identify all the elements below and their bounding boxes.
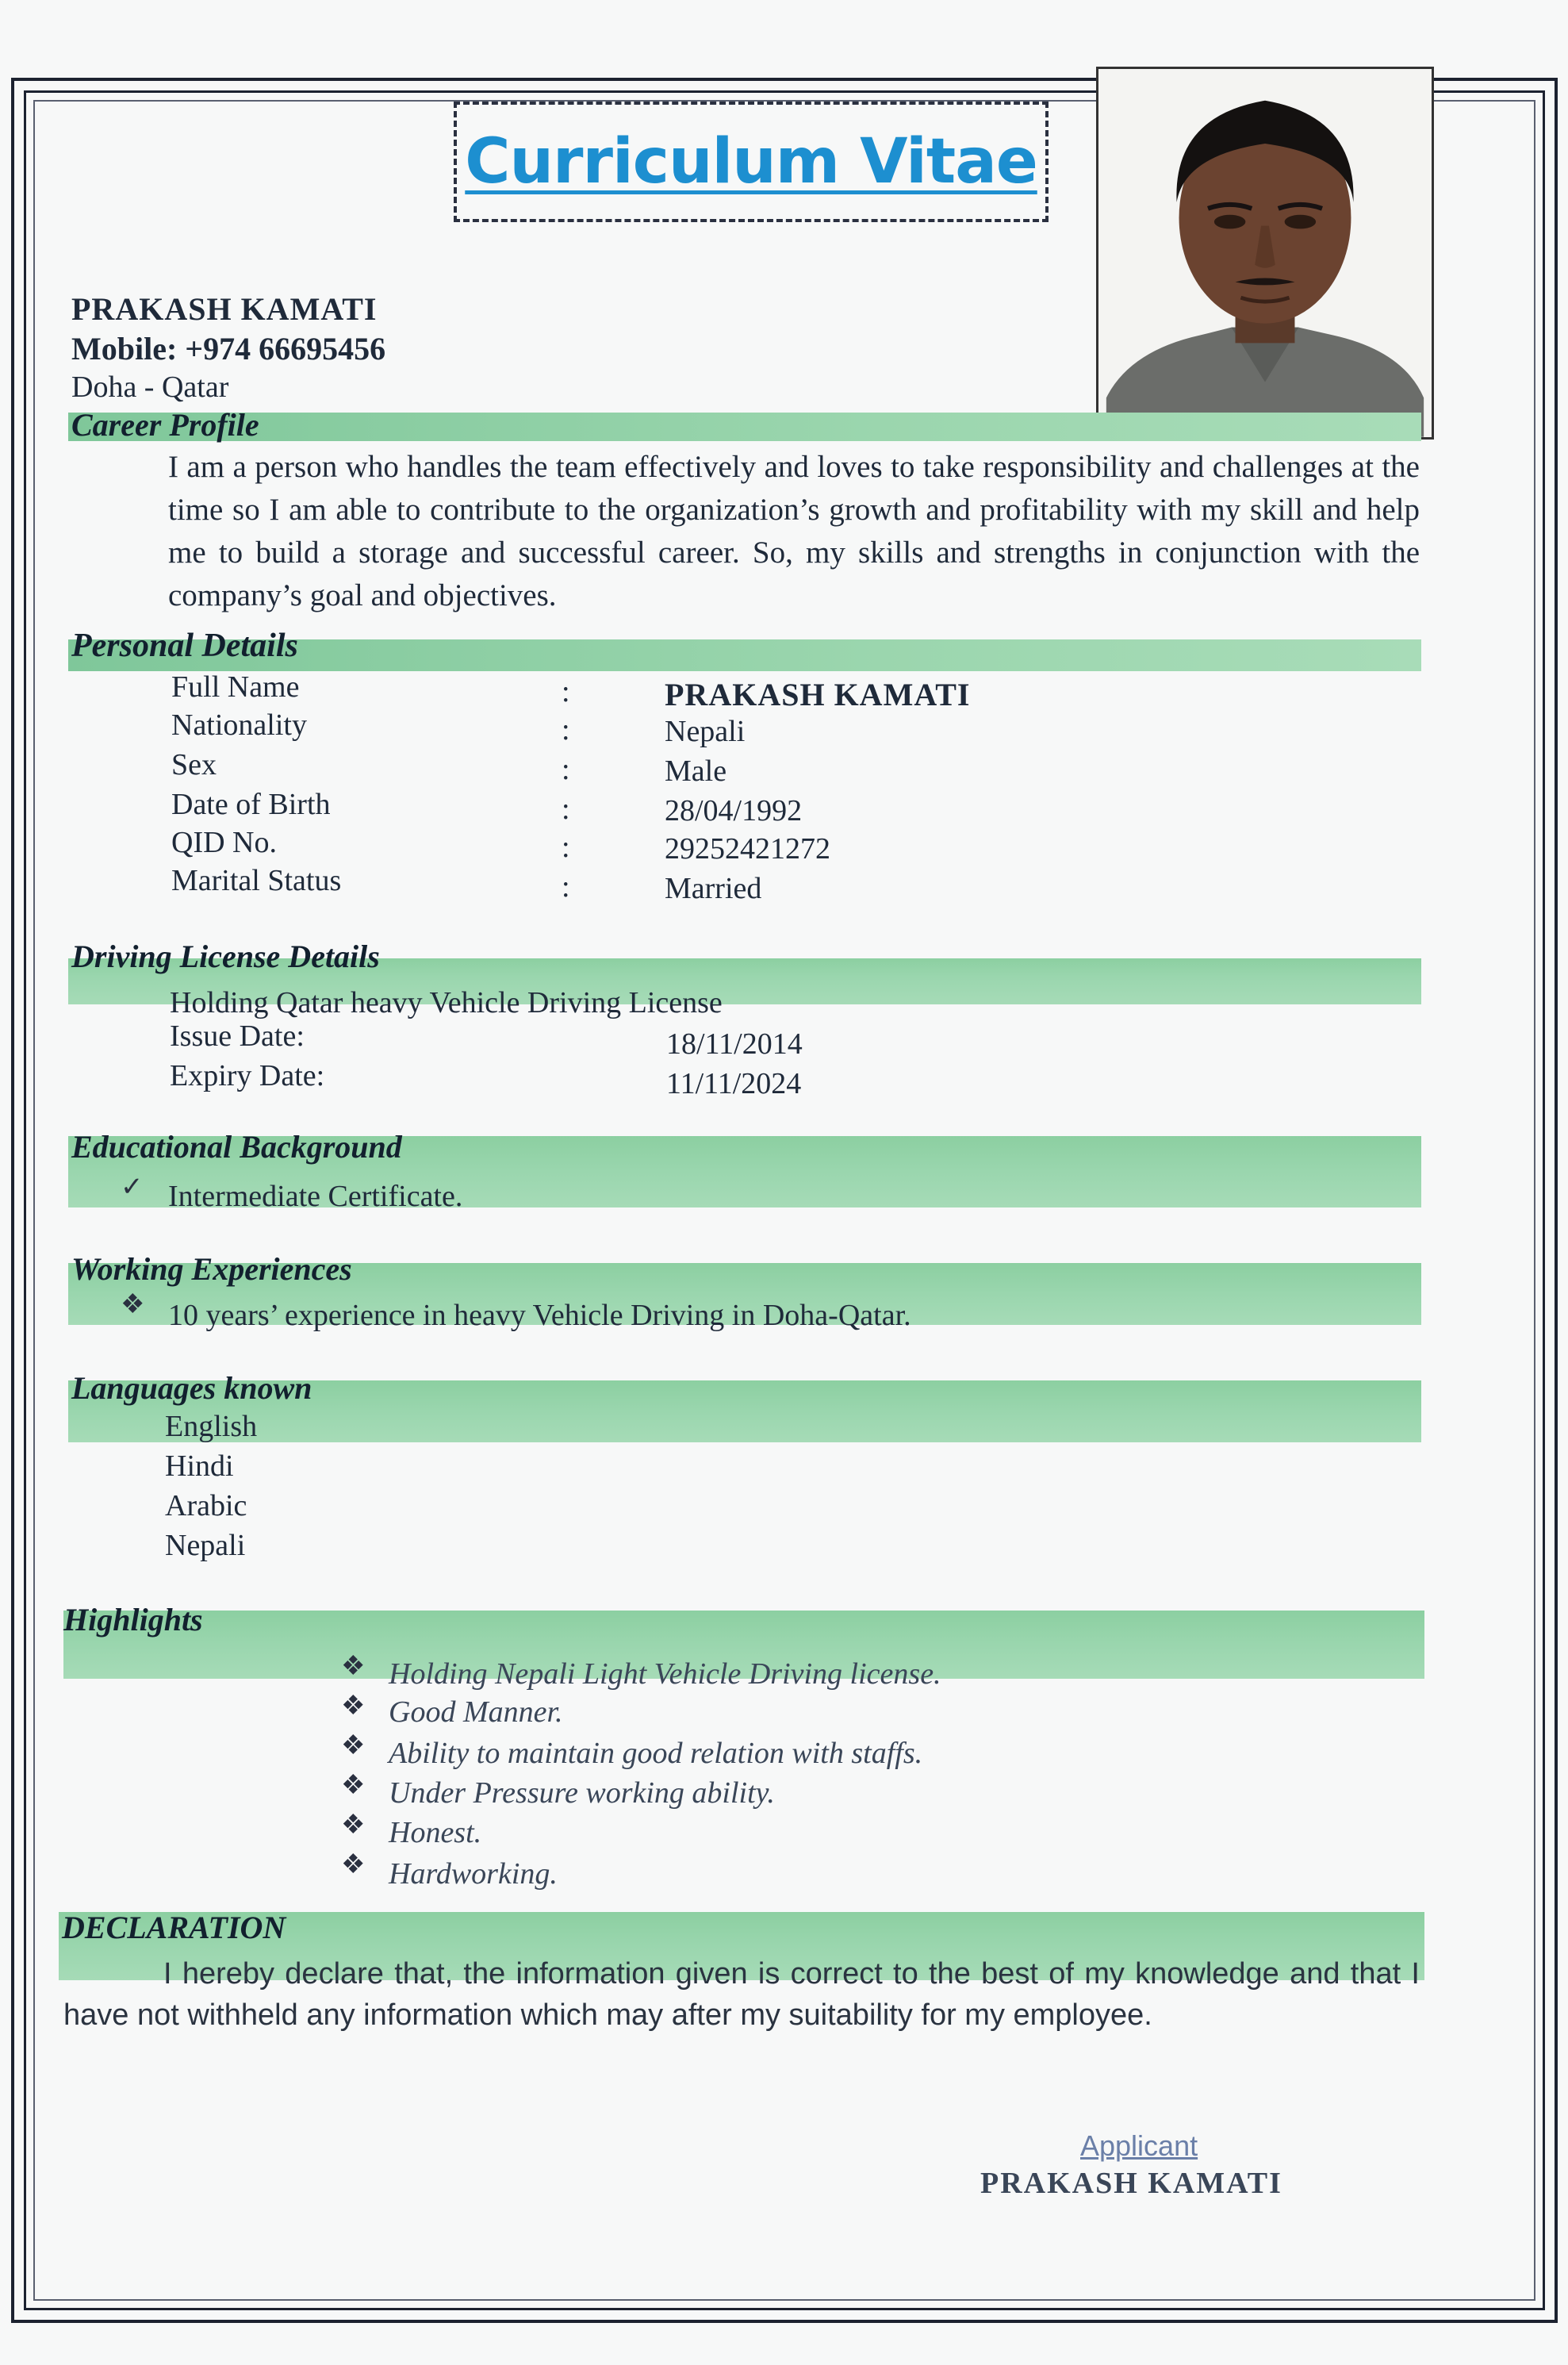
languages-heading: Languages known: [71, 1370, 312, 1406]
expiry-date-label: Expiry Date:: [170, 1059, 325, 1092]
driving-license-heading: Driving License Details: [71, 939, 380, 974]
highlight-item: Honest.: [389, 1816, 482, 1849]
header-name: PRAKASH KAMATI: [71, 291, 378, 327]
expiry-date-value: 11/11/2024: [666, 1067, 802, 1100]
title-box: [454, 102, 1049, 222]
highlights-heading: Highlights: [63, 1602, 203, 1637]
driving-license-holding: Holding Qatar heavy Vehicle Driving License: [170, 986, 723, 1019]
personal-row-label: Full Name: [171, 670, 300, 704]
career-profile-bar: [68, 413, 1421, 441]
personal-row-value: 28/04/1992: [665, 794, 803, 827]
personal-row-colon: :: [562, 713, 570, 747]
highlight-item: Holding Nepali Light Vehicle Driving license.: [389, 1657, 941, 1691]
personal-row-colon: :: [562, 870, 570, 904]
declaration-text: I hereby declare that, the information given is correct to the best of my knowledge and that I have not withheld any information which may after my suitability for my employee.: [63, 1957, 1420, 2032]
personal-row-label: Nationality: [171, 708, 307, 742]
diamond-bullet-icon: ❖: [341, 1850, 366, 1879]
personal-row-colon: :: [562, 793, 570, 826]
language-item: Nepali: [165, 1529, 246, 1562]
diamond-bullet-icon: ❖: [341, 1810, 366, 1840]
diamond-bullet-icon: ❖: [341, 1691, 366, 1721]
highlight-item: Under Pressure working ability.: [389, 1776, 775, 1810]
profile-photo: [1096, 67, 1434, 440]
checkmark-icon: ✓: [121, 1173, 144, 1202]
person-photo-icon: [1098, 69, 1432, 437]
experience-item: 10 years’ experience in heavy Vehicle Driving in Doha-Qatar.: [168, 1299, 911, 1332]
language-item: Hindi: [165, 1449, 234, 1483]
diamond-bullet-icon: ❖: [341, 1652, 366, 1681]
highlight-item: Hardworking.: [389, 1857, 558, 1891]
personal-row-label: Marital Status: [171, 864, 342, 897]
issue-date-label: Issue Date:: [170, 1019, 305, 1053]
personal-details-heading: Personal Details: [71, 628, 298, 664]
personal-row-colon: :: [562, 675, 570, 708]
diamond-bullet-icon: ❖: [341, 1731, 366, 1760]
highlight-item: Ability to maintain good relation with staffs.: [389, 1737, 923, 1770]
personal-row-label: Sex: [171, 748, 217, 781]
language-item: English: [165, 1410, 258, 1443]
language-item: Arabic: [165, 1489, 247, 1522]
personal-row-label: QID No.: [171, 826, 277, 859]
personal-row-label: Date of Birth: [171, 788, 331, 821]
personal-row-value: Married: [665, 872, 762, 905]
education-heading: Educational Background: [71, 1129, 402, 1165]
personal-row-colon: :: [562, 831, 570, 864]
personal-row-value: 29252421272: [665, 832, 830, 866]
applicant-label: Applicant: [1080, 2129, 1198, 2162]
issue-date-value: 18/11/2014: [666, 1027, 803, 1061]
career-profile-heading: Career Profile: [71, 407, 259, 443]
declaration-heading: DECLARATION: [62, 1910, 286, 1945]
personal-row-colon: :: [562, 753, 570, 786]
diamond-bullet-icon: ❖: [341, 1771, 366, 1800]
personal-row-value: Nepali: [665, 715, 746, 748]
career-profile-text: I am a person who handles the team effectively and loves to take responsibility and challenges at the time so I am able to contribute to the organization’s growth and profitability with my skill and help me to build a storage and successful career. So, my skills and strengths in conjunction with the company’s goal and objectives.: [168, 450, 1420, 612]
highlight-item: Good Manner.: [389, 1695, 563, 1729]
personal-row-value: Male: [665, 754, 727, 788]
signature-name: PRAKASH KAMATI: [980, 2167, 1282, 2200]
diamond-bullet-icon: ❖: [121, 1290, 145, 1319]
education-item: Intermediate Certificate.: [168, 1180, 463, 1213]
header-mobile: Mobile: +974 66695456: [71, 331, 386, 367]
personal-row-value: PRAKASH KAMATI: [665, 677, 971, 712]
header-location: Doha - Qatar: [71, 370, 229, 404]
document-title: Curriculum Vitae: [465, 126, 1037, 198]
experience-heading: Working Experiences: [71, 1251, 352, 1287]
